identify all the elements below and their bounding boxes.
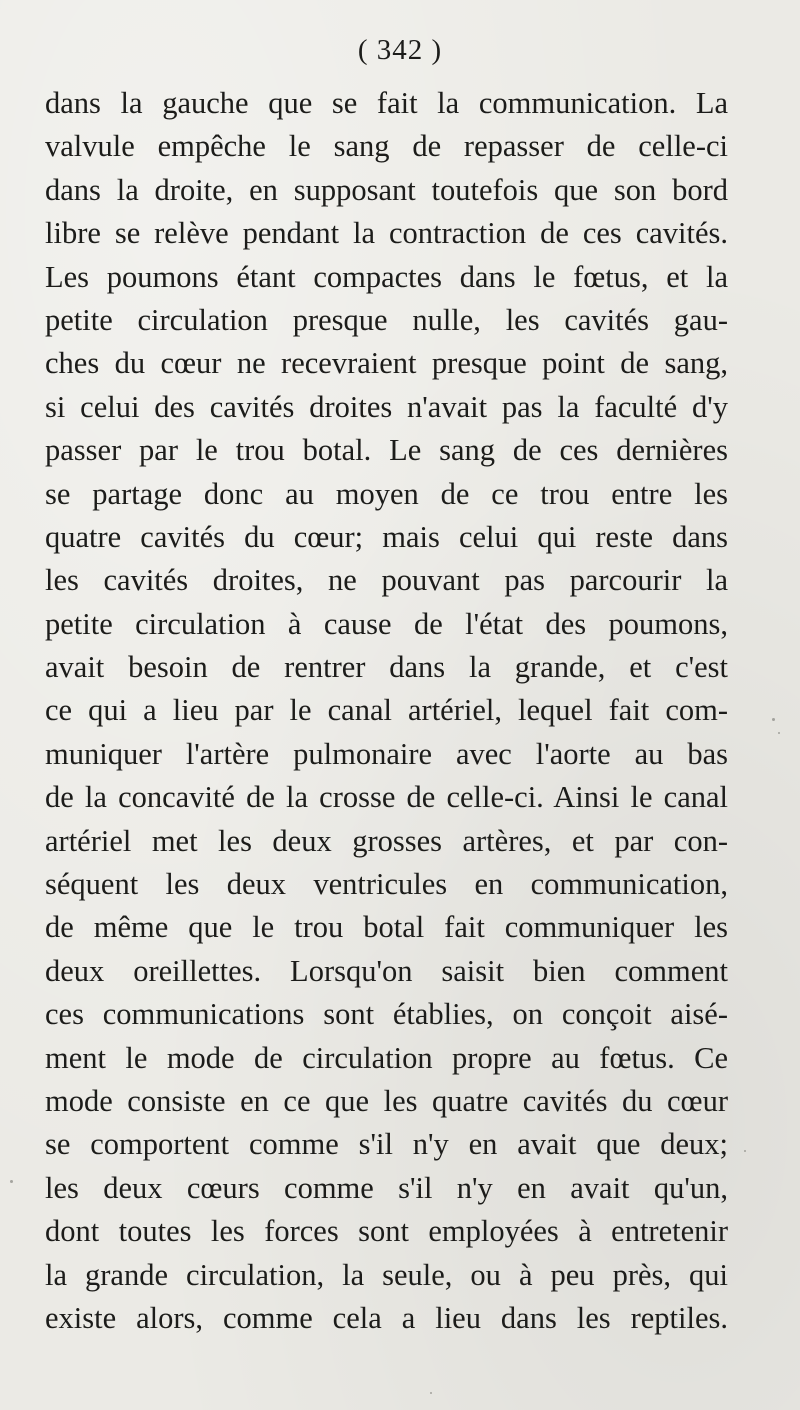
- text-line: existe alors, comme cela a lieu dans les reptiles.: [45, 1300, 728, 1335]
- text-line: passer par le trou botal. Le sang de ces dernières: [45, 433, 728, 468]
- paper-speck: [778, 732, 780, 734]
- text-line: avait besoin de rentrer dans la grande, et c'est: [45, 650, 728, 685]
- text-line: dont toutes les forces sont employées à entretenir: [45, 1214, 728, 1249]
- text-line: quatre cavités du cœur; mais celui qui reste dans: [45, 519, 728, 554]
- text-line: Les poumons étant compactes dans le fœtus, et la: [45, 259, 728, 294]
- paper-speck: [744, 1150, 746, 1152]
- text-line: dans la gauche que se fait la communication. La: [45, 86, 728, 120]
- body-text: [45, 82, 728, 1340]
- text-line: se partage donc au moyen de ce trou entre les: [45, 476, 728, 511]
- text-line: ches du cœur ne recevraient presque point de sang,: [45, 346, 728, 381]
- text-line: les cavités droites, ne pouvant pas parcourir la: [45, 563, 728, 598]
- paper-speck: [772, 718, 775, 721]
- text-line: de même que le trou botal fait communiquer les: [45, 910, 728, 945]
- text-line: muniquer l'artère pulmonaire avec l'aorte au bas: [45, 736, 728, 771]
- text-line: petite circulation à cause de l'état des poumons,: [45, 606, 728, 641]
- text-line: séquent les deux ventricules en communication,: [45, 867, 728, 902]
- paper-speck: [10, 1180, 13, 1183]
- paper-speck: [430, 1392, 432, 1394]
- text-line: mode consiste en ce que les quatre cavités du cœur: [45, 1083, 728, 1118]
- text-line: ce qui a lieu par le canal artériel, lequel fait com-: [45, 693, 728, 728]
- text-line: valvule empêche le sang de repasser de celle-ci: [45, 129, 728, 164]
- page-number: ( 342 ): [357, 34, 443, 66]
- text-line: deux oreillettes. Lorsqu'on saisit bien comment: [45, 953, 728, 988]
- text-line: petite circulation presque nulle, les cavités gau-: [45, 302, 728, 337]
- text-line: les deux cœurs comme s'il n'y en avait qu'un,: [45, 1170, 728, 1205]
- text-line: se comportent comme s'il n'y en avait que deux;: [45, 1127, 728, 1162]
- text-line: de la concavité de la crosse de celle-ci. Ainsi le canal: [45, 780, 728, 815]
- text-line: dans la droite, en supposant toutefois que son bord: [45, 172, 728, 207]
- text-line: artériel met les deux grosses artères, et par con-: [45, 823, 728, 858]
- text-line: si celui des cavités droites n'avait pas la faculté d'y: [45, 389, 728, 424]
- text-line: ment le mode de circulation propre au fœtus. Ce: [45, 1040, 728, 1075]
- text-line: libre se relève pendant la contraction de ces cavités.: [45, 216, 728, 251]
- text-line: la grande circulation, la seule, ou à peu près, qui: [45, 1257, 728, 1292]
- text-line: ces communications sont établies, on conçoit aisé-: [45, 997, 728, 1032]
